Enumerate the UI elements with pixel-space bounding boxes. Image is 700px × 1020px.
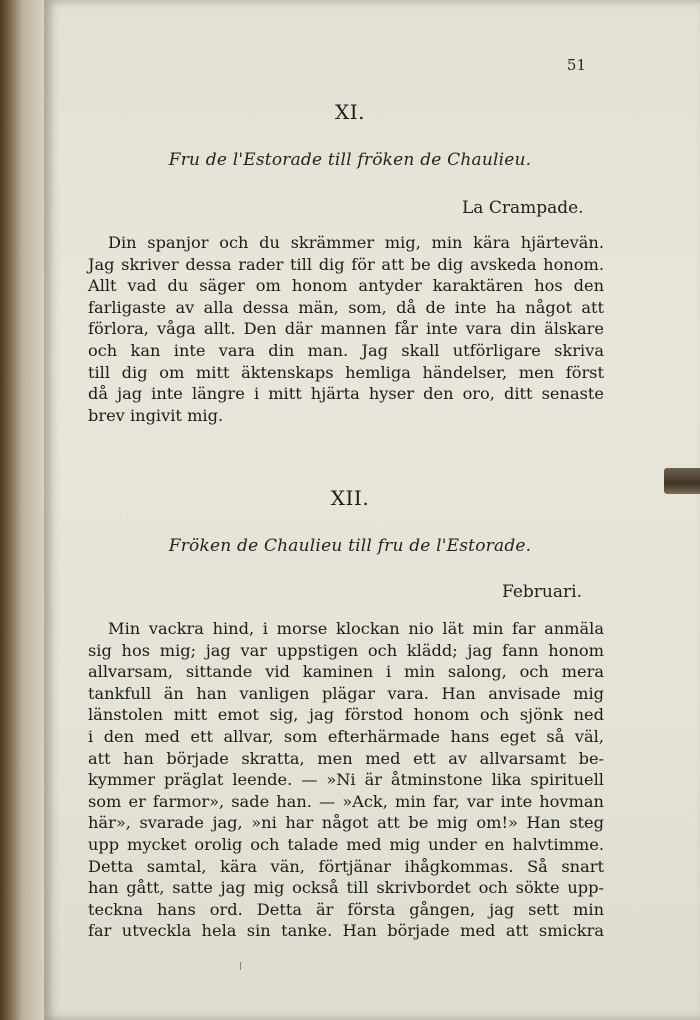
letter-title-xi: Fru de l'Estorade till fröken de Chaulieu. <box>168 150 532 170</box>
print-mark <box>240 962 241 970</box>
text-line: tankfull än han vanligen plägar vara. Han anvisade mig <box>88 683 604 703</box>
text-line: länstolen mitt emot sig, jag förstod honom och sjönk ned <box>88 705 604 725</box>
dateline-xii: Februari. <box>502 582 582 602</box>
text-line: upp mycket orolig och talade med mig under en halvtimme. <box>88 834 604 854</box>
text-line: som er farmor», sade han. — »Ack, min far, var inte hovman <box>88 791 604 811</box>
text-line: i den med ett allvar, som efterhärmade hans eget så väl, <box>88 726 604 746</box>
dateline-xi: La Crampade. <box>462 198 584 218</box>
chapter-heading-xii: XII. <box>330 486 370 510</box>
text-line: Din spanjor och du skrämmer mig, min kära hjärtevän. <box>108 233 604 252</box>
text-line: sig hos mig; jag var uppstigen och klädd; jag fann honom <box>88 640 604 660</box>
chapter-heading-xi: XI. <box>335 100 365 124</box>
text-line: farligaste av alla dessa män, som, då de inte ha något att <box>88 297 604 317</box>
letter-body-xii <box>88 618 604 942</box>
text-line: då jag inte längre i mitt hjärta hyser den oro, ditt senaste <box>88 384 604 404</box>
text-line: här», svarade jag, »ni har något att be mig om!» Han steg <box>88 813 604 833</box>
text-line: brev ingivit mig. <box>88 405 224 425</box>
text-line: till dig om mitt äktenskaps hemliga händelser, men först <box>88 362 604 382</box>
text-line: allvarsam, sittande vid kaminen i min salong, och mera <box>88 662 604 682</box>
text-line: förlora, våga allt. Den där mannen får inte vara din älskare <box>88 319 604 339</box>
letter-body-xi <box>88 232 604 426</box>
text-line: Jag skriver dessa rader till dig för att be dig avskeda honom. <box>88 254 604 274</box>
text-line: teckna hans ord. Detta är första gången, jag sett min <box>88 899 604 919</box>
page-number: 51 <box>566 56 586 74</box>
text-line: han gått, satte jag mig också till skrivbordet och sökte upp- <box>88 878 604 898</box>
text-line: Min vackra hind, i morse klockan nio lät min far anmäla <box>108 619 604 638</box>
text-line: Detta samtal, kära vän, förtjänar ihågkommas. Så snart <box>88 856 604 876</box>
text-line: och kan inte vara din man. Jag skall utförligare skriva <box>88 340 604 360</box>
text-line: kymmer präglat leende. — »Ni är åtminstone lika spirituell <box>88 770 604 790</box>
text-line: att han började skratta, men med ett av allvarsamt be- <box>88 748 604 768</box>
text-line: Allt vad du säger om honom antyder karaktären hos den <box>88 276 604 296</box>
text-line: far utveckla hela sin tanke. Han började med att smickra <box>88 921 604 941</box>
letter-title-xii: Fröken de Chaulieu till fru de l'Estorade. <box>168 536 532 556</box>
